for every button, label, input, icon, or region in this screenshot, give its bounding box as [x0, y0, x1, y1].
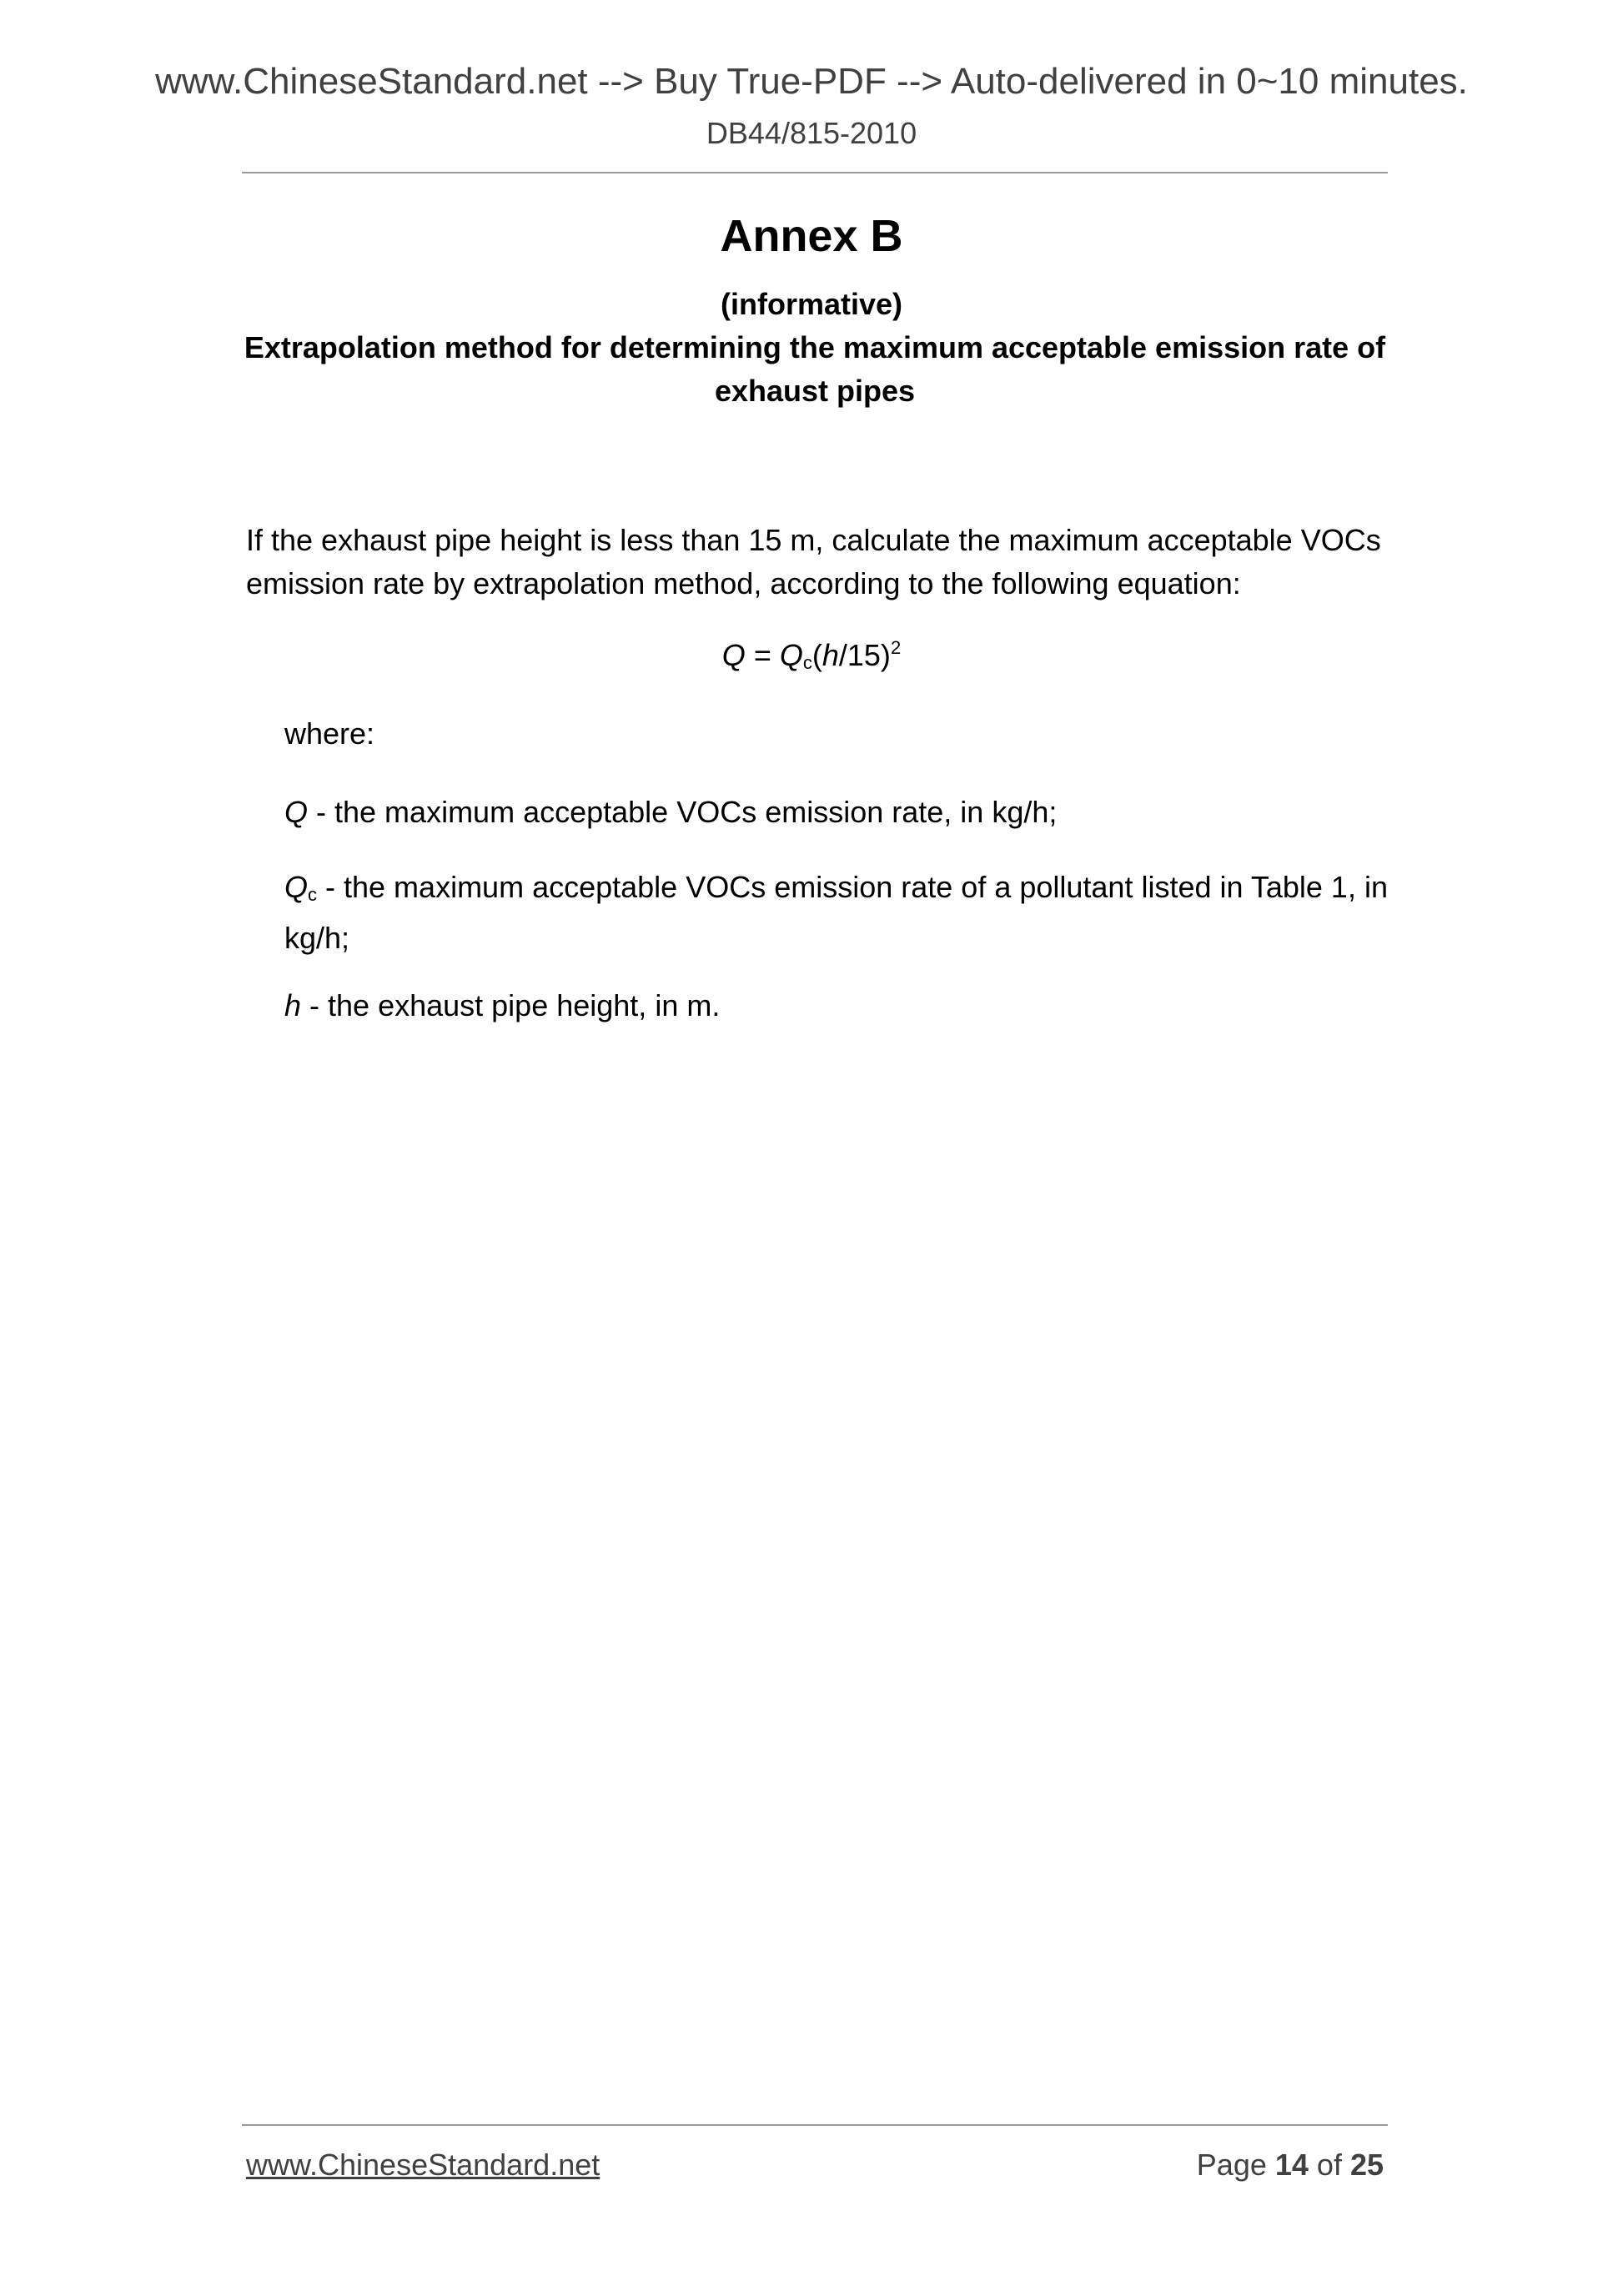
equation-h: h — [822, 638, 839, 672]
page-label: Page — [1196, 2148, 1275, 2182]
annex-heading: Extrapolation method for determining the maximum acceptable emission rate of exhaust pipes — [244, 330, 1386, 408]
equation-open-paren: ( — [812, 638, 822, 672]
annex-title: Annex B — [720, 211, 903, 261]
equation-q-subscript: c — [802, 652, 812, 673]
page-current: 14 — [1274, 2148, 1309, 2182]
annex-kind: (informative) — [720, 287, 903, 321]
equation-exponent: 2 — [890, 637, 902, 658]
definition-symbol: Q — [284, 870, 309, 904]
equation-lhs: Q — [721, 638, 746, 672]
definition-h — [284, 984, 1394, 1027]
equation-equals: = — [745, 638, 780, 672]
intro-paragraph: If the exhaust pipe height is less than 15 m, calculate the maximum acceptable VOCs emission rate by extrapolation method, according to the following equation: — [246, 523, 1381, 600]
equation — [0, 639, 1623, 672]
definition-qc — [284, 866, 1394, 960]
footer-site-link[interactable]: www.ChineseStandard.net — [246, 2148, 600, 2182]
definition-symbol: h — [284, 988, 302, 1022]
definition-text: - the maximum acceptable VOCs emission rate, in kg/h; — [308, 795, 1058, 829]
header-divider — [242, 172, 1388, 173]
equation-q: Q — [779, 638, 803, 672]
where-label: where: — [284, 716, 375, 751]
definition-subscript: c — [308, 884, 318, 905]
standard-number: DB44/815-2010 — [706, 116, 917, 150]
definition-text: - the exhaust pipe height, in m. — [301, 988, 721, 1022]
page-indicator — [1197, 2150, 1384, 2180]
definition-text: - the maximum acceptable VOCs emission rate of a pollutant listed in Table 1, in kg/h; — [284, 870, 1388, 955]
header-banner: www.ChineseStandard.net --> Buy True-PDF --> Auto-delivered in 0~10 minutes. — [155, 61, 1468, 102]
footer-divider — [242, 2124, 1388, 2126]
definition-q — [284, 791, 1394, 834]
page-of: of — [1308, 2148, 1350, 2182]
definition-symbol: Q — [284, 795, 309, 829]
equation-rest: /15) — [838, 638, 891, 672]
page-total: 25 — [1349, 2148, 1384, 2182]
